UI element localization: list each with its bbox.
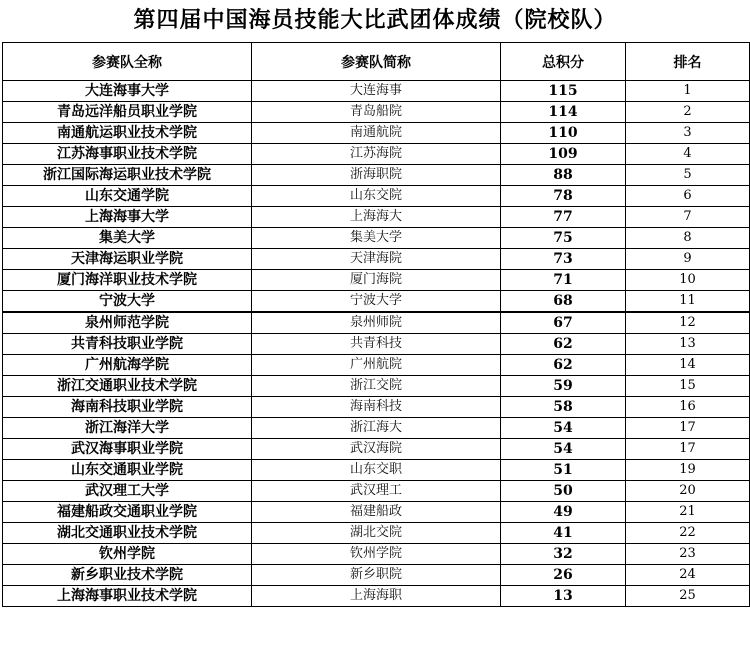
table-row [3, 502, 750, 523]
table-row [3, 460, 750, 481]
team-rank: 21 [626, 502, 750, 523]
team-short-name: 山东交院 [252, 186, 501, 207]
team-short-name: 江苏海院 [252, 144, 501, 165]
team-rank: 15 [626, 376, 750, 397]
team-total-score: 50 [501, 481, 626, 502]
team-rank: 23 [626, 544, 750, 565]
team-total-score: 88 [501, 165, 626, 186]
table-row [3, 355, 750, 376]
team-short-name: 海南科技 [252, 397, 501, 418]
team-short-name: 福建船政 [252, 502, 501, 523]
table-row [3, 565, 750, 586]
team-short-name: 山东交职 [252, 460, 501, 481]
team-total-score: 54 [501, 439, 626, 460]
team-rank: 7 [626, 207, 750, 228]
team-total-score: 115 [501, 81, 626, 102]
team-rank: 4 [626, 144, 750, 165]
team-short-name: 上海海职 [252, 586, 501, 607]
team-short-name: 湖北交院 [252, 523, 501, 544]
team-short-name: 大连海事 [252, 81, 501, 102]
results-table [2, 42, 750, 607]
team-full-name: 钦州学院 [3, 544, 252, 565]
team-total-score: 49 [501, 502, 626, 523]
table-row [3, 81, 750, 102]
team-full-name: 湖北交通职业技术学院 [3, 523, 252, 544]
team-total-score: 77 [501, 207, 626, 228]
header-full-name: 参赛队全称 [3, 43, 252, 81]
team-rank: 12 [626, 312, 750, 334]
team-rank: 6 [626, 186, 750, 207]
team-short-name: 共青科技 [252, 334, 501, 355]
team-total-score: 62 [501, 355, 626, 376]
table-row [3, 249, 750, 270]
table-row [3, 291, 750, 313]
team-full-name: 海南科技职业学院 [3, 397, 252, 418]
table-row [3, 544, 750, 565]
page-title: 第四届中国海员技能大比武团体成绩（院校队） [133, 7, 617, 33]
team-short-name: 武汉理工 [252, 481, 501, 502]
team-rank: 11 [626, 291, 750, 313]
table-row [3, 228, 750, 249]
team-total-score: 54 [501, 418, 626, 439]
team-full-name: 上海海事大学 [3, 207, 252, 228]
table-row [3, 207, 750, 228]
table-row [3, 144, 750, 165]
team-rank: 19 [626, 460, 750, 481]
team-rank: 9 [626, 249, 750, 270]
table-row [3, 586, 750, 607]
table-row [3, 397, 750, 418]
team-full-name: 大连海事大学 [3, 81, 252, 102]
team-total-score: 67 [501, 312, 626, 334]
team-full-name: 山东交通职业学院 [3, 460, 252, 481]
team-rank: 3 [626, 123, 750, 144]
team-total-score: 109 [501, 144, 626, 165]
team-short-name: 上海海大 [252, 207, 501, 228]
table-row [3, 102, 750, 123]
header-total-score: 总积分 [501, 43, 626, 81]
team-total-score: 32 [501, 544, 626, 565]
team-rank: 2 [626, 102, 750, 123]
team-full-name: 新乡职业技术学院 [3, 565, 252, 586]
team-rank: 17 [626, 439, 750, 460]
table-row [3, 165, 750, 186]
team-total-score: 114 [501, 102, 626, 123]
team-rank: 16 [626, 397, 750, 418]
team-total-score: 78 [501, 186, 626, 207]
team-total-score: 71 [501, 270, 626, 291]
header-row [3, 43, 750, 81]
team-full-name: 泉州师范学院 [3, 312, 252, 334]
table-row [3, 439, 750, 460]
team-full-name: 浙江海洋大学 [3, 418, 252, 439]
team-rank: 20 [626, 481, 750, 502]
team-total-score: 110 [501, 123, 626, 144]
team-short-name: 宁波大学 [252, 291, 501, 313]
team-short-name: 厦门海院 [252, 270, 501, 291]
team-total-score: 26 [501, 565, 626, 586]
team-full-name: 上海海事职业技术学院 [3, 586, 252, 607]
table-row [3, 418, 750, 439]
team-full-name: 福建船政交通职业学院 [3, 502, 252, 523]
team-total-score: 51 [501, 460, 626, 481]
table-row [3, 270, 750, 291]
table-row [3, 334, 750, 355]
team-total-score: 58 [501, 397, 626, 418]
team-full-name: 宁波大学 [3, 291, 252, 313]
team-rank: 24 [626, 565, 750, 586]
team-rank: 13 [626, 334, 750, 355]
team-short-name: 广州航院 [252, 355, 501, 376]
team-full-name: 浙江交通职业技术学院 [3, 376, 252, 397]
table-row [3, 481, 750, 502]
team-total-score: 59 [501, 376, 626, 397]
team-total-score: 75 [501, 228, 626, 249]
team-short-name: 青岛船院 [252, 102, 501, 123]
team-short-name: 浙海职院 [252, 165, 501, 186]
team-full-name: 南通航运职业技术学院 [3, 123, 252, 144]
team-rank: 17 [626, 418, 750, 439]
team-rank: 10 [626, 270, 750, 291]
team-rank: 22 [626, 523, 750, 544]
team-rank: 5 [626, 165, 750, 186]
team-short-name: 泉州师院 [252, 312, 501, 334]
team-total-score: 62 [501, 334, 626, 355]
table-row [3, 186, 750, 207]
team-total-score: 13 [501, 586, 626, 607]
table-row [3, 523, 750, 544]
team-short-name: 武汉海院 [252, 439, 501, 460]
team-short-name: 集美大学 [252, 228, 501, 249]
team-rank: 1 [626, 81, 750, 102]
team-short-name: 天津海院 [252, 249, 501, 270]
team-full-name: 厦门海洋职业技术学院 [3, 270, 252, 291]
table-row [3, 123, 750, 144]
team-short-name: 钦州学院 [252, 544, 501, 565]
team-rank: 14 [626, 355, 750, 376]
team-short-name: 南通航院 [252, 123, 501, 144]
team-full-name: 武汉海事职业学院 [3, 439, 252, 460]
team-total-score: 68 [501, 291, 626, 313]
results-body [3, 81, 750, 607]
team-full-name: 江苏海事职业技术学院 [3, 144, 252, 165]
table-row [3, 376, 750, 397]
team-full-name: 集美大学 [3, 228, 252, 249]
team-full-name: 共青科技职业学院 [3, 334, 252, 355]
team-full-name: 浙江国际海运职业技术学院 [3, 165, 252, 186]
team-rank: 8 [626, 228, 750, 249]
table-row [3, 312, 750, 334]
team-short-name: 浙江海大 [252, 418, 501, 439]
team-full-name: 青岛远洋船员职业学院 [3, 102, 252, 123]
team-full-name: 山东交通学院 [3, 186, 252, 207]
team-total-score: 41 [501, 523, 626, 544]
team-short-name: 浙江交院 [252, 376, 501, 397]
team-total-score: 73 [501, 249, 626, 270]
team-full-name: 武汉理工大学 [3, 481, 252, 502]
team-short-name: 新乡职院 [252, 565, 501, 586]
team-full-name: 广州航海学院 [3, 355, 252, 376]
team-full-name: 天津海运职业学院 [3, 249, 252, 270]
team-rank: 25 [626, 586, 750, 607]
header-short-name: 参赛队简称 [252, 43, 501, 81]
header-rank: 排名 [626, 43, 750, 81]
